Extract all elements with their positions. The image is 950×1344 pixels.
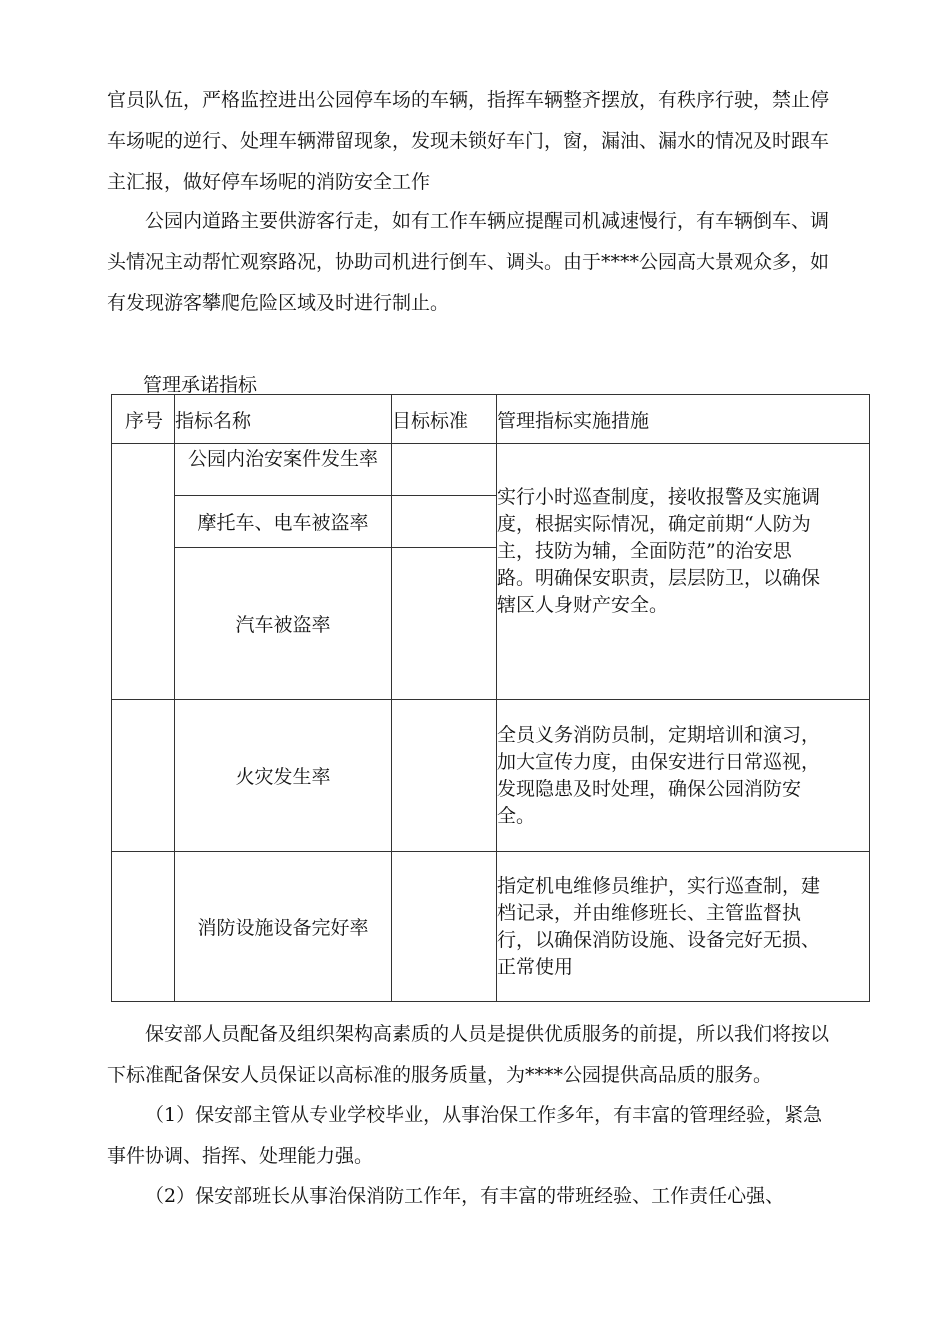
- seq-cell: [112, 700, 175, 852]
- measure-line: 指定机电维修员维护，实行巡查制，建: [497, 874, 821, 897]
- index-name-cell: 火灾发生率: [175, 700, 392, 852]
- measure-line: 发现隐患及时处理，确保公园消防安: [497, 777, 802, 800]
- measure-cell: [497, 852, 870, 1002]
- target-cell: [392, 444, 497, 496]
- header-seq: 序号: [112, 395, 175, 444]
- target-cell: [392, 548, 497, 700]
- text-line: 事件协调、指挥、处理能力强。: [107, 1145, 374, 1167]
- target-cell: [392, 852, 497, 1002]
- text-line: 主汇报，做好停车场呢的消防安全工作: [107, 171, 431, 193]
- management-index-table: [111, 394, 870, 1002]
- paragraph-staffing: [107, 1014, 877, 1096]
- measure-line: 实行小时巡查制度，接收报警及实施调: [497, 486, 821, 508]
- target-cell: [392, 700, 497, 852]
- text-line: 头情况主动帮忙观察路况，协助司机进行倒车、调头。由于****公园高大景观众多，如: [107, 251, 830, 273]
- text-line: 保安部人员配备及组织架构高素质的人员是提供优质服务的前提，所以我们将按以: [145, 1023, 830, 1045]
- measure-line: 正常使用: [497, 955, 574, 978]
- paragraph-parking: [107, 80, 877, 203]
- index-name-cell: 公园内治安案件发生率: [175, 444, 392, 496]
- seq-cell: [112, 444, 175, 700]
- index-name-cell: 汽车被盗率: [175, 548, 392, 700]
- paragraph-item-2: [107, 1176, 877, 1217]
- index-name-cell: 消防设施设备完好率: [175, 852, 392, 1002]
- measure-line: 路。明确保安职责，层层防卫，以确保: [497, 567, 821, 589]
- text-line: 有发现游客攀爬危险区域及时进行制止。: [107, 292, 450, 314]
- measure-line: 行，以确保消防设施、设备完好无损、: [497, 928, 821, 951]
- header-target: 目标标准: [392, 395, 497, 444]
- text-line: 下标准配备保安人员保证以高标准的服务质量，为****公园提供高品质的服务。: [107, 1064, 773, 1086]
- measure-line: 主，技防为辅，全面防范”的治安思: [497, 540, 792, 562]
- text-line: （1）保安部主管从专业学校毕业，从事治保工作多年，有丰富的管理经验，紧急: [145, 1104, 823, 1126]
- measure-line: 全。: [497, 804, 536, 827]
- measure-line: 档记录，并由维修班长、主管监督执: [497, 901, 802, 924]
- paragraph-item-1: [107, 1095, 877, 1177]
- header-name: 指标名称: [175, 395, 392, 444]
- measure-line: 全员义务消防员制，定期培训和演习，: [497, 723, 821, 746]
- target-cell: [392, 496, 497, 548]
- measure-line: 加大宣传力度，由保安进行日常巡视，: [497, 750, 821, 773]
- table-caption: 管理承诺指标: [143, 374, 258, 396]
- table-header-row: [112, 395, 870, 444]
- text-line: 车场呢的逆行、处理车辆滞留现象，发现未锁好车门，窗，漏油、漏水的情况及时跟车: [107, 130, 830, 152]
- table-row: [112, 852, 870, 1002]
- measure-cell: [497, 444, 870, 700]
- text-line: 公园内道路主要供游客行走，如有工作车辆应提醒司机减速慢行，有车辆倒车、调: [145, 210, 830, 232]
- index-name-cell: 摩托车、电车被盗率: [175, 496, 392, 548]
- text-line: 官员队伍，严格监控进出公园停车场的车辆，指挥车辆整齐摆放，有秩序行驶，禁止停: [107, 89, 830, 111]
- seq-cell: [112, 852, 175, 1002]
- paragraph-roads: [107, 201, 877, 324]
- measure-cell: [497, 700, 870, 852]
- table-row: [112, 444, 870, 496]
- measure-line: 辖区人身财产安全。: [497, 594, 669, 616]
- measure-line: 度，根据实际情况，确定前期“人防为: [497, 513, 811, 535]
- text-line: （2）保安部班长从事治保消防工作年，有丰富的带班经验、工作责任心强、: [145, 1185, 785, 1207]
- header-measures: 管理指标实施措施: [497, 395, 870, 444]
- table-row: [112, 700, 870, 852]
